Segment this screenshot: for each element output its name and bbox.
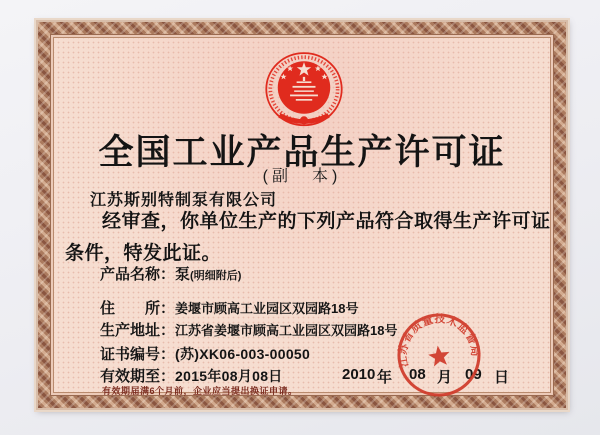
official-seal	[390, 306, 487, 403]
field-value: 姜堰市顾高工业园区双园路18号	[175, 301, 359, 316]
certificate	[36, 20, 568, 410]
issue-year: 2010	[342, 366, 376, 383]
field-value: 泵	[175, 266, 191, 283]
field-note: (明细附后)	[190, 270, 242, 282]
field-label: 住 所：	[100, 300, 176, 317]
china-national-emblem-icon	[263, 51, 345, 129]
issue-month: 08	[409, 366, 426, 383]
issue-year-unit: 年	[377, 369, 393, 386]
field-certificate-number	[100, 344, 397, 364]
issue-day: 09	[465, 366, 482, 383]
field-address	[100, 299, 397, 319]
field-value: 江苏省姜堰市顾高工业园区双园路18号	[175, 323, 398, 338]
certificate-title: 全国工业产品生产许可证	[98, 133, 506, 172]
company-name: 江苏斯别特制泵有限公司	[90, 192, 278, 209]
field-value: (苏)XK06-003-00050	[175, 346, 311, 362]
renewal-footnote: 有效期届满6个月前，企业应当提出换证申请。	[102, 386, 298, 396]
issue-day-unit: 日	[494, 369, 510, 386]
issue-month-unit: 月	[437, 369, 453, 386]
certificate-subtitle: (副 本)	[262, 168, 342, 185]
field-value: 2015年08月08日	[175, 368, 283, 384]
statement-line-2: 条件，特发此证。	[65, 243, 222, 264]
field-product-name	[100, 265, 397, 285]
field-label: 有效期至：	[100, 368, 176, 385]
field-production-address	[100, 321, 397, 341]
certificate-paper	[50, 34, 554, 396]
field-label: 证书编号：	[100, 346, 176, 363]
seal-text: 江苏省质量技术监督局	[396, 313, 482, 369]
field-label: 生产地址：	[100, 322, 176, 339]
field-label: 产品名称：	[100, 266, 176, 283]
statement-line-1: 经审查，你单位生产的下列产品符合取得生产许可证	[102, 211, 551, 232]
